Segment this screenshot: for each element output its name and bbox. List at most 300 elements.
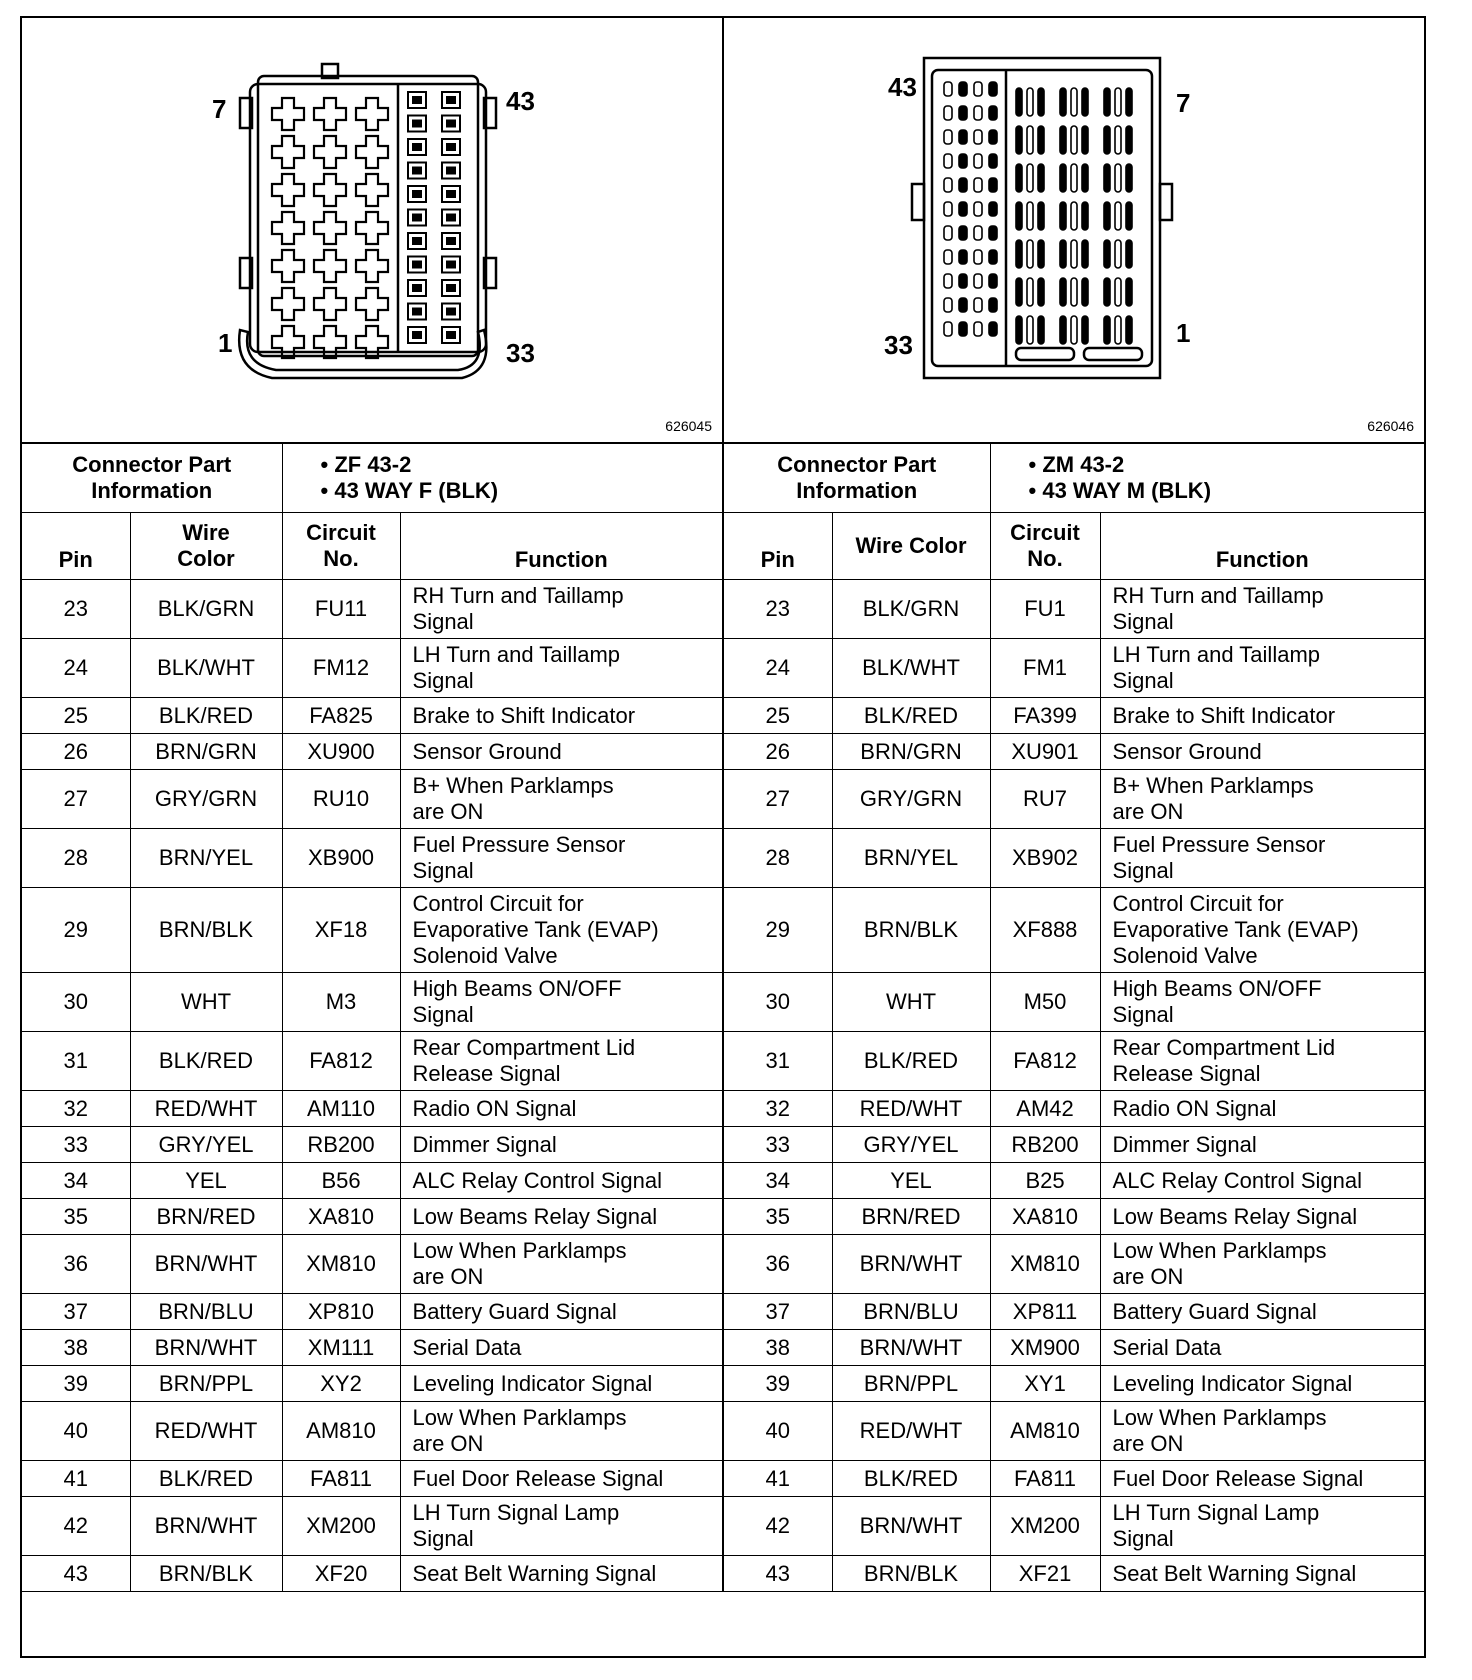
terminal-cavity bbox=[272, 212, 304, 244]
pin-function bbox=[400, 1461, 722, 1497]
small-terminal bbox=[944, 82, 952, 96]
blade-terminal bbox=[1071, 278, 1077, 306]
blade-terminal bbox=[1082, 88, 1088, 116]
small-terminal-contact bbox=[412, 190, 422, 198]
pin-function bbox=[400, 888, 722, 973]
wire-color: BRN/BLK bbox=[832, 1556, 990, 1592]
pin-row bbox=[22, 973, 722, 1032]
function-line: Rear Compartment Lid bbox=[1112, 1035, 1336, 1060]
function-line: Serial Data bbox=[1112, 1334, 1222, 1360]
small-terminal-contact bbox=[446, 96, 456, 104]
blade-terminal bbox=[1082, 164, 1088, 192]
function-line: Release Signal bbox=[412, 1061, 561, 1086]
wire-color: YEL bbox=[130, 1163, 282, 1199]
blade-terminal bbox=[1126, 202, 1132, 230]
pin-number: 24 bbox=[22, 639, 130, 698]
function-line: Seat Belt Warning Signal bbox=[412, 1560, 657, 1586]
pin-number: 38 bbox=[724, 1330, 832, 1366]
header-line: Circuit bbox=[306, 520, 376, 545]
pin-function bbox=[400, 1330, 722, 1366]
pin-row bbox=[724, 1127, 1424, 1163]
pinout-tables bbox=[22, 444, 1424, 1592]
small-terminal bbox=[944, 106, 952, 120]
circuit-number: RU10 bbox=[282, 770, 400, 829]
pin-number: 30 bbox=[724, 973, 832, 1032]
pin-function bbox=[400, 1163, 722, 1199]
pin-label: 1 bbox=[218, 328, 233, 358]
pin-row bbox=[724, 888, 1424, 973]
blade-terminal bbox=[1104, 164, 1110, 192]
small-terminal bbox=[974, 82, 982, 96]
circuit-number: AM42 bbox=[990, 1091, 1100, 1127]
circuit-number: XA810 bbox=[990, 1199, 1100, 1235]
connector-figures bbox=[22, 18, 1424, 444]
function-line: Low When Parklamps bbox=[412, 1405, 627, 1430]
pin-number: 37 bbox=[22, 1294, 130, 1330]
wire-color: BRN/PPL bbox=[832, 1366, 990, 1402]
blade-terminal bbox=[1071, 240, 1077, 268]
pin-row bbox=[724, 1366, 1424, 1402]
pin-row bbox=[724, 1294, 1424, 1330]
wire-color: GRY/YEL bbox=[832, 1127, 990, 1163]
pin-function bbox=[1100, 1556, 1424, 1592]
circuit-number: FM12 bbox=[282, 639, 400, 698]
small-terminal-contact bbox=[412, 96, 422, 104]
wire-color: BRN/YEL bbox=[832, 829, 990, 888]
small-terminal bbox=[974, 298, 982, 312]
pin-row bbox=[22, 580, 722, 639]
circuit-number: XY2 bbox=[282, 1366, 400, 1402]
wire-color: BRN/BLK bbox=[130, 888, 282, 973]
wire-color: BRN/WHT bbox=[130, 1235, 282, 1294]
connector-info-row bbox=[22, 444, 722, 513]
function-line: Signal bbox=[412, 1002, 474, 1027]
pin-function bbox=[1100, 1032, 1424, 1091]
wire-color: BRN/WHT bbox=[832, 1497, 990, 1556]
small-terminal bbox=[974, 202, 982, 216]
pin-row bbox=[22, 1366, 722, 1402]
pin-number: 29 bbox=[724, 888, 832, 973]
part-info-line: • ZF 43-2 bbox=[320, 452, 412, 477]
small-terminal bbox=[989, 154, 997, 168]
pin-number: 30 bbox=[22, 973, 130, 1032]
function-line: Fuel Pressure Sensor bbox=[1112, 832, 1326, 857]
pin-function bbox=[1100, 1461, 1424, 1497]
circuit-number: XB902 bbox=[990, 829, 1100, 888]
pin-row bbox=[22, 1556, 722, 1592]
blade-terminal bbox=[1027, 164, 1033, 192]
circuit-number: AM810 bbox=[990, 1402, 1100, 1461]
terminal-cavity bbox=[356, 98, 388, 130]
terminal-cavity bbox=[272, 98, 304, 130]
circuit-number: XU900 bbox=[282, 734, 400, 770]
small-terminal bbox=[989, 178, 997, 192]
small-terminal-contact bbox=[446, 237, 456, 245]
wire-color: BRN/WHT bbox=[832, 1330, 990, 1366]
pin-row bbox=[22, 1163, 722, 1199]
terminal-cavity bbox=[356, 212, 388, 244]
pin-row bbox=[724, 1461, 1424, 1497]
function-line: Leveling Indicator Signal bbox=[1112, 1370, 1353, 1396]
part-info-line: • 43 WAY F (BLK) bbox=[320, 478, 499, 503]
wire-color: BRN/RED bbox=[832, 1199, 990, 1235]
pin-row bbox=[724, 1032, 1424, 1091]
pin-function bbox=[1100, 1402, 1424, 1461]
small-terminal bbox=[989, 106, 997, 120]
circuit-number: RU7 bbox=[990, 770, 1100, 829]
circuit-number: FA812 bbox=[282, 1032, 400, 1091]
small-terminal bbox=[959, 202, 967, 216]
small-terminal-contact bbox=[446, 143, 456, 151]
pin-label: 7 bbox=[212, 94, 227, 124]
function-line: Low Beams Relay Signal bbox=[1112, 1203, 1358, 1229]
part-info-line: • ZM 43-2 bbox=[1028, 452, 1125, 477]
pin-row bbox=[22, 639, 722, 698]
small-terminal bbox=[974, 178, 982, 192]
pin-row bbox=[724, 1163, 1424, 1199]
pin-number: 23 bbox=[22, 580, 130, 639]
circuit-number: XP811 bbox=[990, 1294, 1100, 1330]
blade-terminal bbox=[1126, 278, 1132, 306]
blade-terminal bbox=[1060, 240, 1066, 268]
pin-function bbox=[400, 829, 722, 888]
pin-number: 33 bbox=[724, 1127, 832, 1163]
function-line: are ON bbox=[1112, 1264, 1184, 1289]
wire-color: BRN/BLK bbox=[832, 888, 990, 973]
pin-number: 42 bbox=[724, 1497, 832, 1556]
pin-row bbox=[22, 1294, 722, 1330]
pin-function bbox=[400, 1556, 722, 1592]
pin-row bbox=[724, 580, 1424, 639]
small-terminal bbox=[959, 226, 967, 240]
wire-color: BLK/WHT bbox=[130, 639, 282, 698]
wire-color: GRY/YEL bbox=[130, 1127, 282, 1163]
pin-number: 43 bbox=[724, 1556, 832, 1592]
circuit-number: XM810 bbox=[990, 1235, 1100, 1294]
small-terminal-contact bbox=[446, 214, 456, 222]
pin-number: 39 bbox=[22, 1366, 130, 1402]
pin-function bbox=[400, 698, 722, 734]
wire-color: BRN/WHT bbox=[832, 1235, 990, 1294]
header-line: No. bbox=[1027, 546, 1063, 571]
blade-terminal bbox=[1082, 202, 1088, 230]
terminal-cavity bbox=[356, 174, 388, 206]
function-line: Signal bbox=[1112, 1002, 1174, 1027]
circuit-number: RB200 bbox=[990, 1127, 1100, 1163]
wire-color: BLK/RED bbox=[832, 698, 990, 734]
circuit-number: XY1 bbox=[990, 1366, 1100, 1402]
wire-color: WHT bbox=[832, 973, 990, 1032]
male-pinout bbox=[724, 444, 1424, 1592]
circuit-number: XF20 bbox=[282, 1556, 400, 1592]
wire-color: BLK/RED bbox=[130, 1032, 282, 1091]
function-line: LH Turn and Taillamp bbox=[1112, 642, 1321, 667]
circuit-number: XF888 bbox=[990, 888, 1100, 973]
small-terminal bbox=[944, 154, 952, 168]
pin-number: 25 bbox=[22, 698, 130, 734]
function-line: High Beams ON/OFF bbox=[1112, 976, 1322, 1001]
pinout-table-f bbox=[22, 444, 722, 1592]
blade-terminal bbox=[1038, 316, 1044, 344]
terminal-cavity bbox=[314, 98, 346, 130]
small-terminal bbox=[989, 298, 997, 312]
pin-number: 40 bbox=[724, 1402, 832, 1461]
pin-function bbox=[1100, 888, 1424, 973]
blade-terminal bbox=[1016, 240, 1022, 268]
pin-function bbox=[400, 1091, 722, 1127]
male-connector-drawing bbox=[724, 18, 1435, 442]
pin-function bbox=[1100, 1091, 1424, 1127]
function-line: Evaporative Tank (EVAP) bbox=[412, 917, 659, 942]
pin-function bbox=[1100, 580, 1424, 639]
pin-function bbox=[1100, 698, 1424, 734]
pin-label: 43 bbox=[888, 72, 917, 102]
circuit-number: XM111 bbox=[282, 1330, 400, 1366]
pin-row bbox=[22, 888, 722, 973]
terminal-cavity bbox=[356, 136, 388, 168]
pin-number: 35 bbox=[22, 1199, 130, 1235]
function-line: RH Turn and Taillamp bbox=[1112, 583, 1324, 608]
terminal-cavity bbox=[272, 136, 304, 168]
blade-terminal bbox=[1115, 164, 1121, 192]
wire-color: BRN/WHT bbox=[130, 1497, 282, 1556]
function-line: Leveling Indicator Signal bbox=[412, 1370, 653, 1396]
pin-row bbox=[22, 1127, 722, 1163]
pin-function bbox=[1100, 829, 1424, 888]
blade-terminal bbox=[1060, 202, 1066, 230]
small-terminal bbox=[944, 298, 952, 312]
blade-terminal bbox=[1016, 88, 1022, 116]
small-terminal bbox=[944, 178, 952, 192]
pin-header: Pin bbox=[724, 513, 832, 580]
pin-number: 32 bbox=[724, 1091, 832, 1127]
blade-terminal bbox=[1027, 316, 1033, 344]
function-line: Signal bbox=[412, 609, 474, 634]
wire-color: BRN/RED bbox=[130, 1199, 282, 1235]
small-terminal-contact bbox=[446, 167, 456, 175]
wire-color: BLK/GRN bbox=[130, 580, 282, 639]
pin-number: 35 bbox=[724, 1199, 832, 1235]
pin-row bbox=[724, 698, 1424, 734]
small-terminal bbox=[974, 154, 982, 168]
pin-number: 28 bbox=[724, 829, 832, 888]
function-line: Control Circuit for bbox=[412, 891, 584, 916]
pin-function bbox=[400, 770, 722, 829]
small-terminal bbox=[959, 154, 967, 168]
pin-label: 33 bbox=[506, 338, 535, 368]
terminal-cavity bbox=[314, 174, 346, 206]
wire-color: RED/WHT bbox=[130, 1091, 282, 1127]
side-tab bbox=[1160, 184, 1172, 220]
male-connector-figure bbox=[724, 18, 1424, 442]
wire-color: RED/WHT bbox=[832, 1402, 990, 1461]
wire-color: BRN/YEL bbox=[130, 829, 282, 888]
function-line: Signal bbox=[412, 858, 474, 883]
pin-function bbox=[1100, 639, 1424, 698]
pin-number: 27 bbox=[724, 770, 832, 829]
pin-number: 34 bbox=[22, 1163, 130, 1199]
function-line: Dimmer Signal bbox=[1112, 1131, 1257, 1157]
blade-terminal bbox=[1082, 240, 1088, 268]
pin-function bbox=[400, 639, 722, 698]
column-header-row bbox=[724, 513, 1424, 580]
small-terminal bbox=[974, 322, 982, 336]
pin-number: 32 bbox=[22, 1091, 130, 1127]
function-line: Sensor Ground bbox=[412, 738, 562, 764]
small-terminal bbox=[989, 226, 997, 240]
pin-number: 39 bbox=[724, 1366, 832, 1402]
terminal-cavity bbox=[314, 288, 346, 320]
circuit-number: RB200 bbox=[282, 1127, 400, 1163]
function-line: Fuel Door Release Signal bbox=[1112, 1465, 1364, 1491]
pin-number: 26 bbox=[22, 734, 130, 770]
pin-function bbox=[400, 580, 722, 639]
pin-row bbox=[22, 1497, 722, 1556]
pin-function bbox=[400, 1235, 722, 1294]
blade-terminal bbox=[1104, 316, 1110, 344]
pin-number: 38 bbox=[22, 1330, 130, 1366]
circuit-number: FA811 bbox=[282, 1461, 400, 1497]
pin-function bbox=[1100, 1330, 1424, 1366]
blade-terminal bbox=[1104, 126, 1110, 154]
circuit-number: M3 bbox=[282, 973, 400, 1032]
connector-body bbox=[258, 76, 478, 356]
pin-row bbox=[22, 1199, 722, 1235]
wire-color: BLK/GRN bbox=[832, 580, 990, 639]
header-line: Wire Color bbox=[855, 533, 967, 558]
small-terminal-contact bbox=[446, 120, 456, 128]
small-terminal bbox=[944, 250, 952, 264]
function-line: Sensor Ground bbox=[1112, 738, 1262, 764]
small-terminal bbox=[989, 322, 997, 336]
pin-function bbox=[400, 973, 722, 1032]
part-info-line: • 43 WAY M (BLK) bbox=[1028, 478, 1212, 503]
info-label-line: Information bbox=[796, 478, 918, 503]
blade-terminal bbox=[1082, 316, 1088, 344]
blade-terminal bbox=[1115, 316, 1121, 344]
connector-info-row bbox=[724, 444, 1424, 513]
wire-color: BRN/GRN bbox=[130, 734, 282, 770]
function-line: Solenoid Valve bbox=[1112, 943, 1258, 968]
blade-terminal bbox=[1016, 126, 1022, 154]
function-line: Signal bbox=[412, 1526, 474, 1551]
small-terminal bbox=[974, 130, 982, 144]
circuit-number: FA811 bbox=[990, 1461, 1100, 1497]
blade-terminal bbox=[1126, 316, 1132, 344]
small-terminal-contact bbox=[412, 261, 422, 269]
pin-row bbox=[724, 1497, 1424, 1556]
small-terminal bbox=[944, 226, 952, 240]
function-line: are ON bbox=[412, 1264, 484, 1289]
pin-row bbox=[724, 1556, 1424, 1592]
small-terminal bbox=[944, 274, 952, 288]
blade-terminal bbox=[1126, 88, 1132, 116]
figure-number: 626046 bbox=[1367, 418, 1414, 434]
female-connector-drawing bbox=[22, 18, 713, 442]
circuit-number: XM900 bbox=[990, 1330, 1100, 1366]
pin-row bbox=[22, 1235, 722, 1294]
blade-terminal bbox=[1027, 88, 1033, 116]
terminal-cavity bbox=[272, 288, 304, 320]
small-terminal-contact bbox=[412, 143, 422, 151]
pin-label: 43 bbox=[506, 86, 535, 116]
pin-label: 7 bbox=[1176, 88, 1191, 118]
pin-number: 31 bbox=[22, 1032, 130, 1091]
wire-color-header bbox=[832, 513, 990, 580]
pin-row bbox=[22, 1402, 722, 1461]
function-line: Signal bbox=[1112, 668, 1174, 693]
function-line: Signal bbox=[1112, 609, 1174, 634]
pin-number: 37 bbox=[724, 1294, 832, 1330]
pin-function bbox=[1100, 1366, 1424, 1402]
small-terminal-contact bbox=[446, 190, 456, 198]
function-line: Seat Belt Warning Signal bbox=[1112, 1560, 1357, 1586]
function-line: are ON bbox=[412, 799, 484, 824]
terminal-cavity bbox=[272, 250, 304, 282]
circuit-number: B56 bbox=[282, 1163, 400, 1199]
blade-terminal bbox=[1071, 316, 1077, 344]
function-header: Function bbox=[1100, 513, 1424, 580]
small-terminal bbox=[989, 250, 997, 264]
pin-number: 25 bbox=[724, 698, 832, 734]
function-line: LH Turn and Taillamp bbox=[412, 642, 621, 667]
circuit-number: FA812 bbox=[990, 1032, 1100, 1091]
function-line: Signal bbox=[1112, 1526, 1174, 1551]
small-terminal bbox=[959, 250, 967, 264]
function-line: High Beams ON/OFF bbox=[412, 976, 622, 1001]
pin-row bbox=[724, 973, 1424, 1032]
function-line: B+ When Parklamps bbox=[412, 773, 614, 798]
pin-function bbox=[1100, 1199, 1424, 1235]
blade-terminal bbox=[1038, 240, 1044, 268]
blade-terminal bbox=[1016, 316, 1022, 344]
function-line: Low When Parklamps bbox=[412, 1238, 627, 1263]
function-line: are ON bbox=[1112, 1431, 1184, 1456]
circuit-number: XB900 bbox=[282, 829, 400, 888]
pin-row bbox=[22, 1330, 722, 1366]
blade-terminal bbox=[1082, 126, 1088, 154]
function-line: Radio ON Signal bbox=[1112, 1095, 1277, 1121]
pin-function bbox=[1100, 1163, 1424, 1199]
wire-color: WHT bbox=[130, 973, 282, 1032]
pin-row bbox=[724, 1235, 1424, 1294]
pin-function bbox=[1100, 770, 1424, 829]
pin-function bbox=[1100, 1497, 1424, 1556]
blade-terminal bbox=[1060, 126, 1066, 154]
blade-terminal bbox=[1115, 202, 1121, 230]
column-header-row bbox=[22, 513, 722, 580]
blade-terminal bbox=[1038, 202, 1044, 230]
small-terminal bbox=[989, 202, 997, 216]
blade-terminal bbox=[1027, 202, 1033, 230]
blade-terminal bbox=[1071, 88, 1077, 116]
wire-color: RED/WHT bbox=[130, 1402, 282, 1461]
female-connector-figure bbox=[22, 18, 724, 442]
wire-color: GRY/GRN bbox=[832, 770, 990, 829]
blade-terminal bbox=[1104, 202, 1110, 230]
circuit-number: XA810 bbox=[282, 1199, 400, 1235]
circuit-number: XM200 bbox=[282, 1497, 400, 1556]
small-terminal bbox=[974, 106, 982, 120]
pin-row bbox=[724, 734, 1424, 770]
info-label-line: Information bbox=[91, 478, 213, 503]
pin-number: 34 bbox=[724, 1163, 832, 1199]
blade-terminal bbox=[1115, 126, 1121, 154]
bottom-key bbox=[1016, 348, 1074, 360]
function-line: Control Circuit for bbox=[1112, 891, 1284, 916]
pin-label: 1 bbox=[1176, 318, 1191, 348]
connector-sheet bbox=[20, 16, 1426, 1658]
